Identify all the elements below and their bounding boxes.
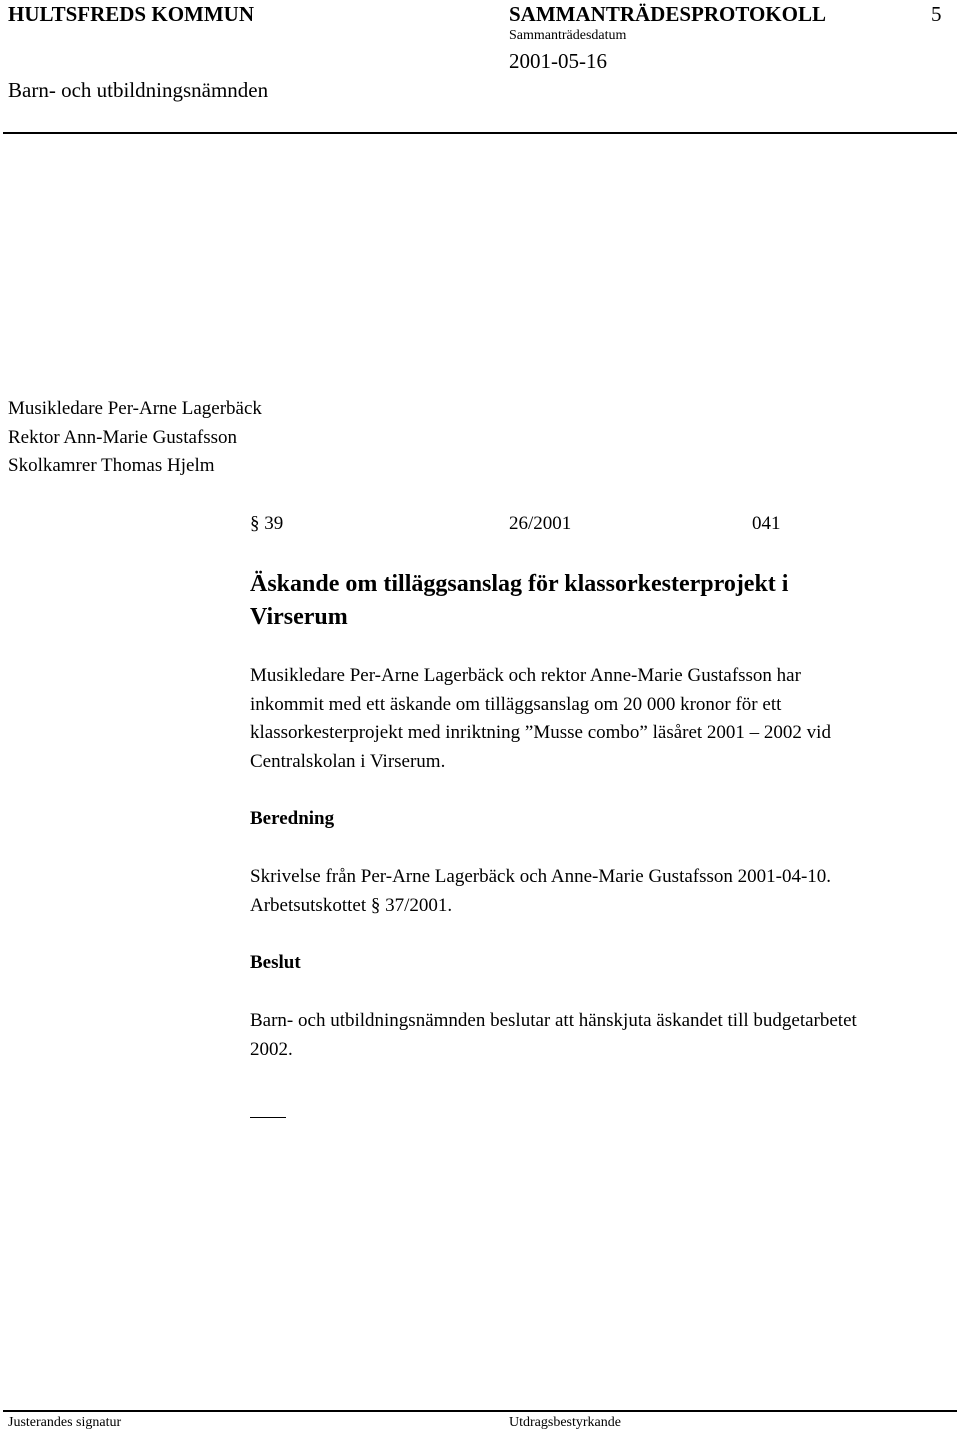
paragraph-line: 2002. <box>250 1038 293 1060</box>
distribution-recipient: Musikledare Per-Arne Lagerbäck <box>8 398 262 419</box>
paragraph-line: Centralskolan i Virserum. <box>250 750 446 772</box>
end-of-item-line <box>250 1117 286 1118</box>
paragraph-line: Arbetsutskottet § 37/2001. <box>250 894 453 916</box>
preparation-paragraph <box>250 863 831 920</box>
distribution-recipient: Skolkamrer Thomas Hjelm <box>8 455 215 476</box>
paragraph-line: Musikledare Per-Arne Lagerbäck och rektor Anne-Marie Gustafsson har <box>250 665 801 686</box>
paragraph-line: klassorkesterprojekt med inriktning ”Musse combo” läsåret 2001 – 2002 vid <box>250 722 831 743</box>
paragraph-line: Barn- och utbildningsnämnden beslutar att hänskjuta äskandet till budgetarbetet <box>250 1010 857 1031</box>
distribution-recipient: Rektor Ann-Marie Gustafsson <box>8 426 238 448</box>
meeting-date: 2001-05-16 <box>509 49 607 73</box>
footer-certification-label: Utdragsbestyrkande <box>509 1415 621 1430</box>
decision-heading: Beslut <box>250 952 301 973</box>
item-title <box>250 568 788 634</box>
intro-paragraph <box>250 662 831 776</box>
footer-rule <box>3 1410 957 1412</box>
case-code: 041 <box>752 513 781 534</box>
meeting-date-label: Sammanträdesdatum <box>509 28 627 43</box>
distribution-list <box>8 395 262 481</box>
paragraph-line: inkommit med ett äskande om tilläggsanslag om 20 000 kronor för ett <box>250 693 782 715</box>
municipality-name: HULTSFREDS KOMMUN <box>8 2 255 26</box>
document-type: SAMMANTRÄDESPROTOKOLL <box>509 2 826 26</box>
item-title-line: Äskande om tilläggsanslag för klassorkesterprojekt i <box>250 571 789 597</box>
decision-paragraph <box>250 1007 857 1064</box>
header-rule <box>3 132 957 134</box>
board-name: Barn- och utbildningsnämnden <box>8 78 269 102</box>
case-number: 26/2001 <box>509 513 572 534</box>
section-number: § 39 <box>250 513 284 534</box>
preparation-heading: Beredning <box>250 808 335 829</box>
paragraph-line: Skrivelse från Per-Arne Lagerbäck och Anne-Marie Gustafsson 2001-04-10. <box>250 866 832 887</box>
item-title-line: Virserum <box>250 604 348 630</box>
page-number: 5 <box>931 2 942 26</box>
footer-signature-label: Justerandes signatur <box>8 1415 122 1430</box>
